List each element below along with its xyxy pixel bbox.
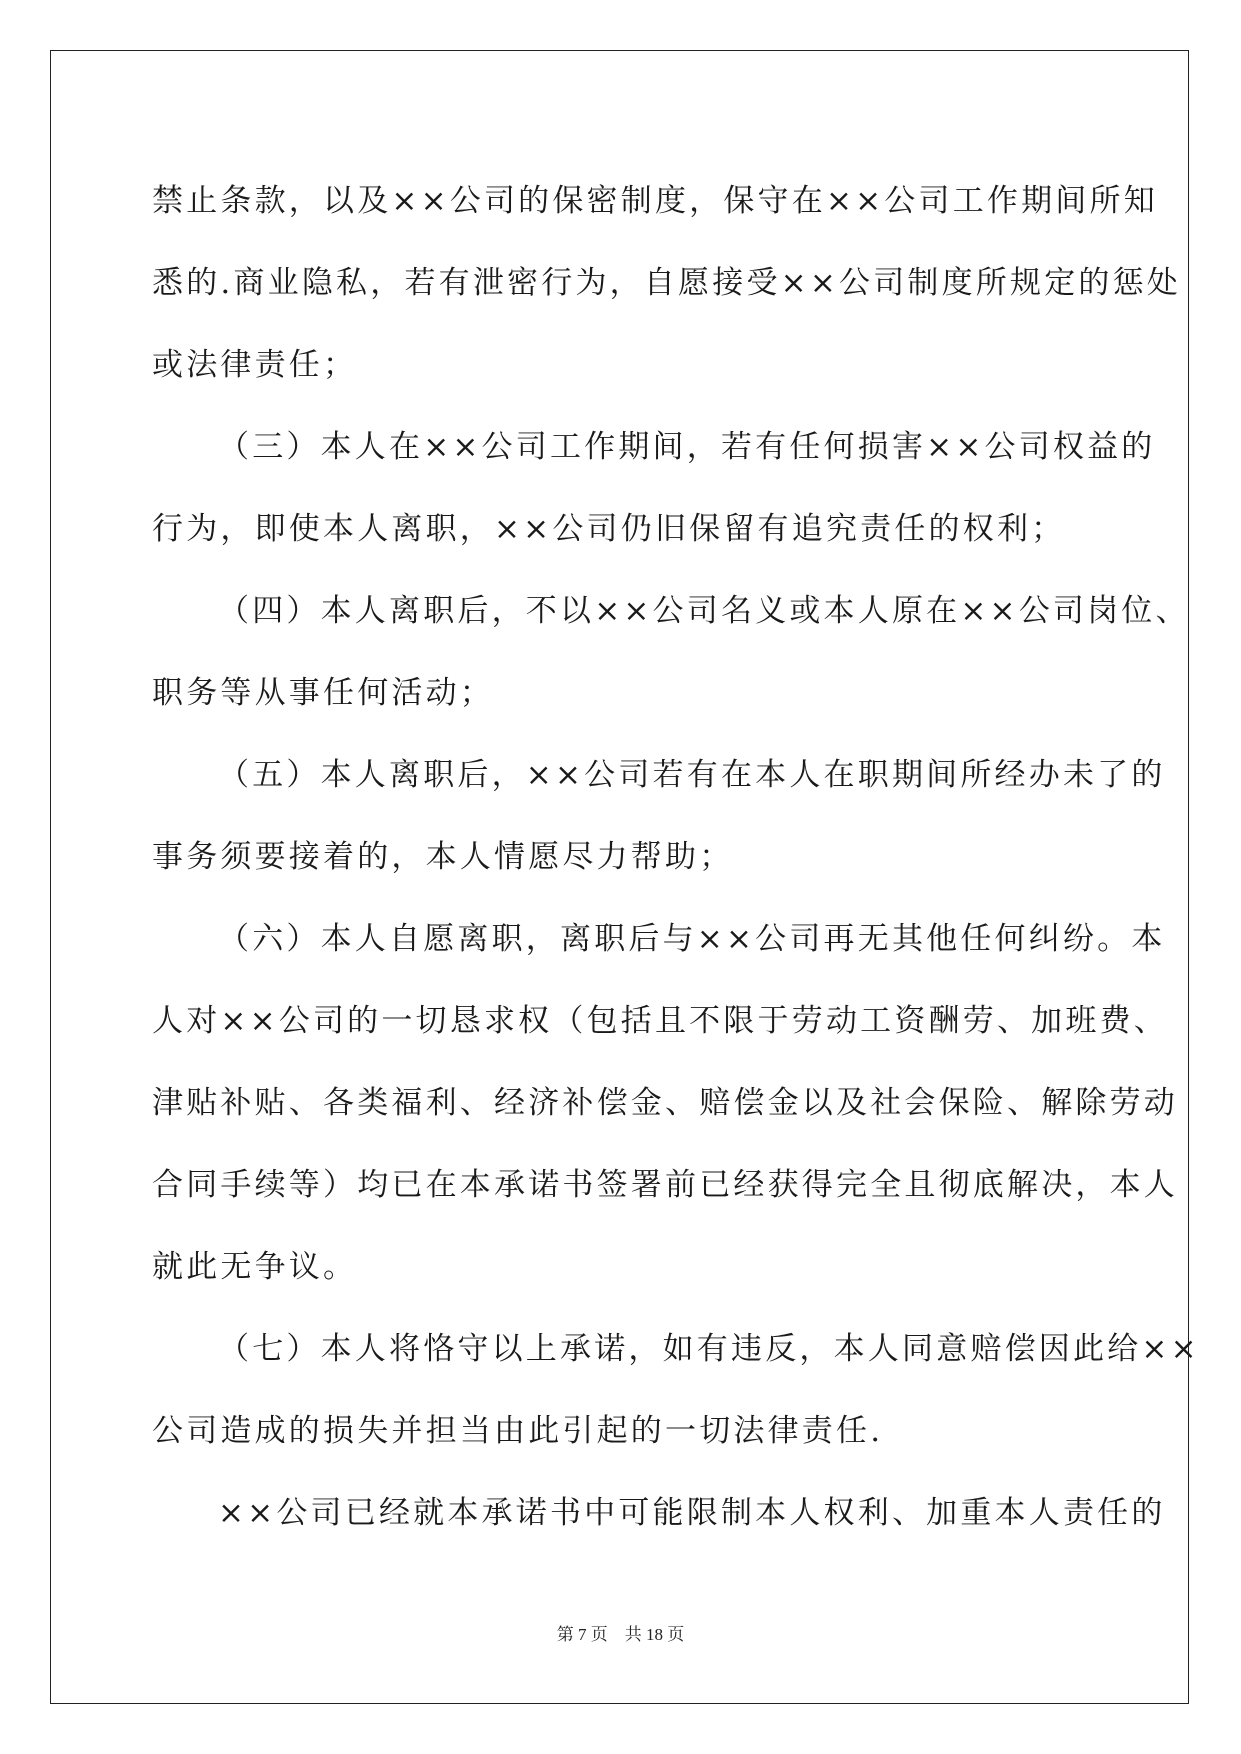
- text-line: 或法律责任；: [152, 347, 358, 383]
- text-line: 悉的.商业隐私，若有泄密行为，自愿接受××公司制度所规定的惩处: [152, 265, 1182, 301]
- closing-paragraph-line: ××公司已经就本承诺书中可能限制本人权利、加重本人责任的: [218, 1495, 1166, 1531]
- text-line: 就此无争议。: [152, 1249, 358, 1285]
- clause-four-line: （四）本人离职后，不以××公司名义或本人原在××公司岗位、: [218, 593, 1190, 629]
- clause-five-line: （五）本人离职后，××公司若有在本人在职期间所经办未了的: [218, 757, 1166, 793]
- clause-three-line: （三）本人在××公司工作期间，若有任何损害××公司权益的: [218, 429, 1156, 465]
- clause-seven-line: （七）本人将恪守以上承诺，如有违反，本人同意赔偿因此给××: [218, 1331, 1200, 1367]
- text-line: 人对××公司的一切恳求权（包括且不限于劳动工资酬劳、加班费、: [152, 1003, 1168, 1039]
- text-line: 职务等从事任何活动；: [152, 675, 494, 711]
- text-line: 事务须要接着的，本人情愿尽力帮助；: [152, 839, 734, 875]
- page-number: 第 7 页 共 18 页: [556, 1625, 685, 1644]
- document-body: [152, 160, 1200, 1554]
- text-line: 公司造成的损失并担当由此引起的一切法律责任.: [152, 1413, 884, 1449]
- text-line: 津贴补贴、各类福利、经济补偿金、赔偿金以及社会保险、解除劳动: [152, 1085, 1178, 1121]
- text-line: 行为，即使本人离职，××公司仍旧保留有追究责任的权利；: [152, 511, 1066, 547]
- text-line: 禁止条款，以及××公司的保密制度，保守在××公司工作期间所知: [152, 183, 1158, 219]
- text-line: 合同手续等）均已在本承诺书签署前已经获得完全且彻底解决，本人: [152, 1167, 1178, 1203]
- clause-six-line: （六）本人自愿离职，离职后与××公司再无其他任何纠纷。本: [218, 921, 1166, 957]
